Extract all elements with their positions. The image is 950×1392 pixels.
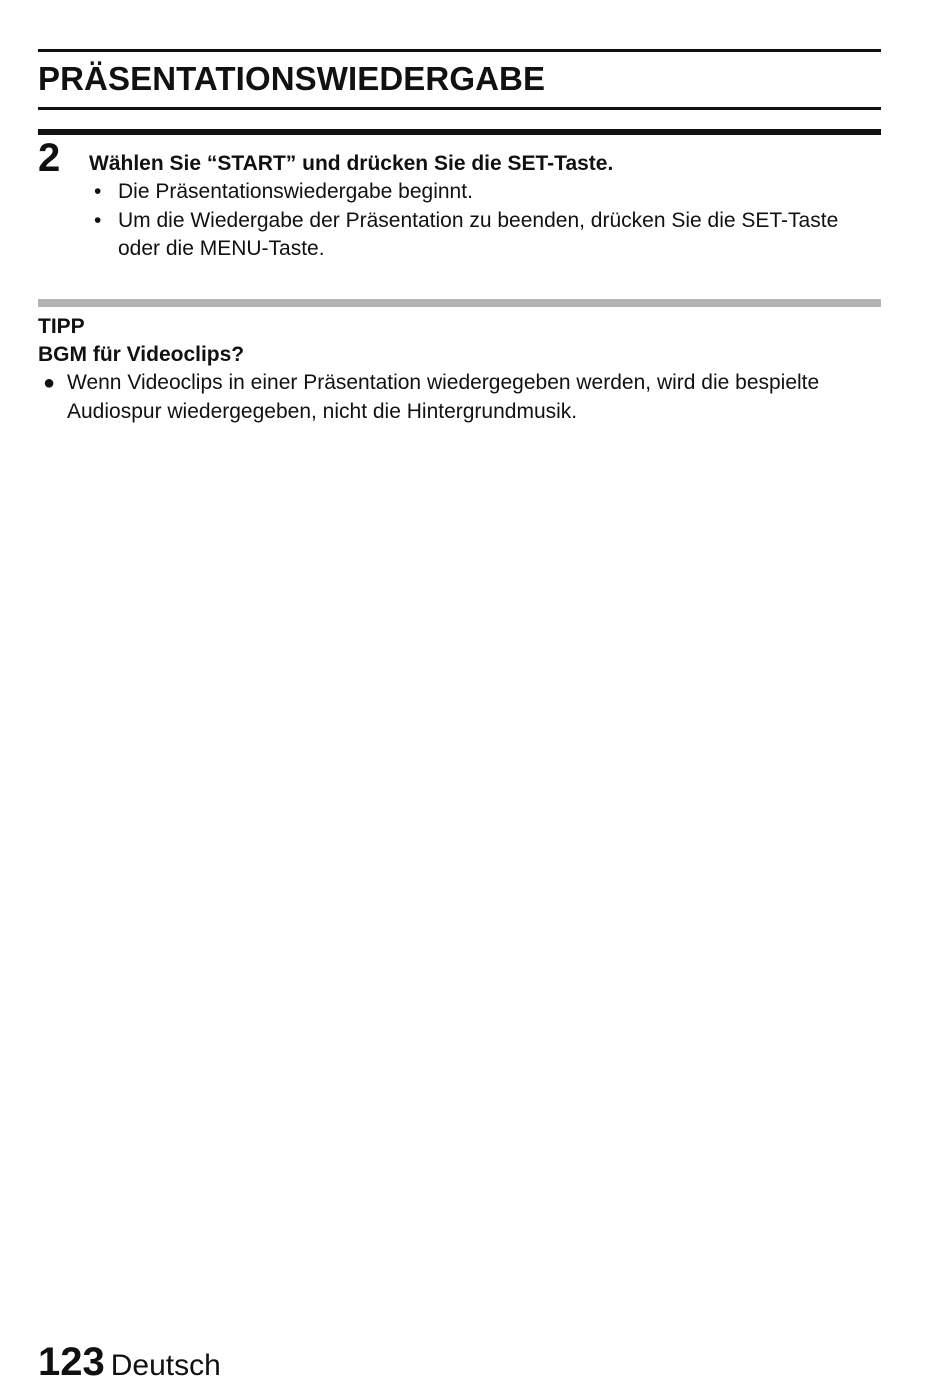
header-bottom-rule [38, 107, 881, 110]
list-item [89, 178, 859, 207]
bullet-icon: • [94, 180, 102, 203]
list-item-text: Die Präsentationswiedergabe beginnt. [118, 180, 473, 203]
page-title: PRÄSENTATIONSWIEDERGABE [38, 60, 546, 97]
section-divider [38, 129, 881, 135]
list-item-text: Um die Wiedergabe der Präsentation zu beenden, drücken Sie die SET-Taste oder die MENU-Taste. [118, 208, 839, 260]
header-top-rule [38, 49, 881, 52]
step-number: 2 [38, 136, 61, 180]
bullet-icon: • [94, 208, 102, 232]
list-item [38, 369, 878, 426]
page-footer [38, 1336, 221, 1392]
tip-label: TIPP [38, 315, 85, 338]
language-label: Deutsch [110, 1349, 221, 1382]
list-item-text: Wenn Videoclips in einer Präsentation wiedergegeben werden, wird die bespielte Audiospur wiedergegeben, nicht die Hintergrundmusik. [67, 371, 820, 423]
step-bullet-list [89, 178, 859, 264]
tip-bullet-list [38, 369, 878, 426]
page-number: 123 [38, 1340, 105, 1384]
list-item [89, 207, 859, 264]
bullet-icon: ● [43, 372, 56, 394]
tip-heading: BGM für Videoclips? [38, 343, 245, 366]
tip-divider [38, 299, 881, 307]
step-heading: Wählen Sie “START” und drücken Sie die SET-Taste. [89, 152, 614, 175]
